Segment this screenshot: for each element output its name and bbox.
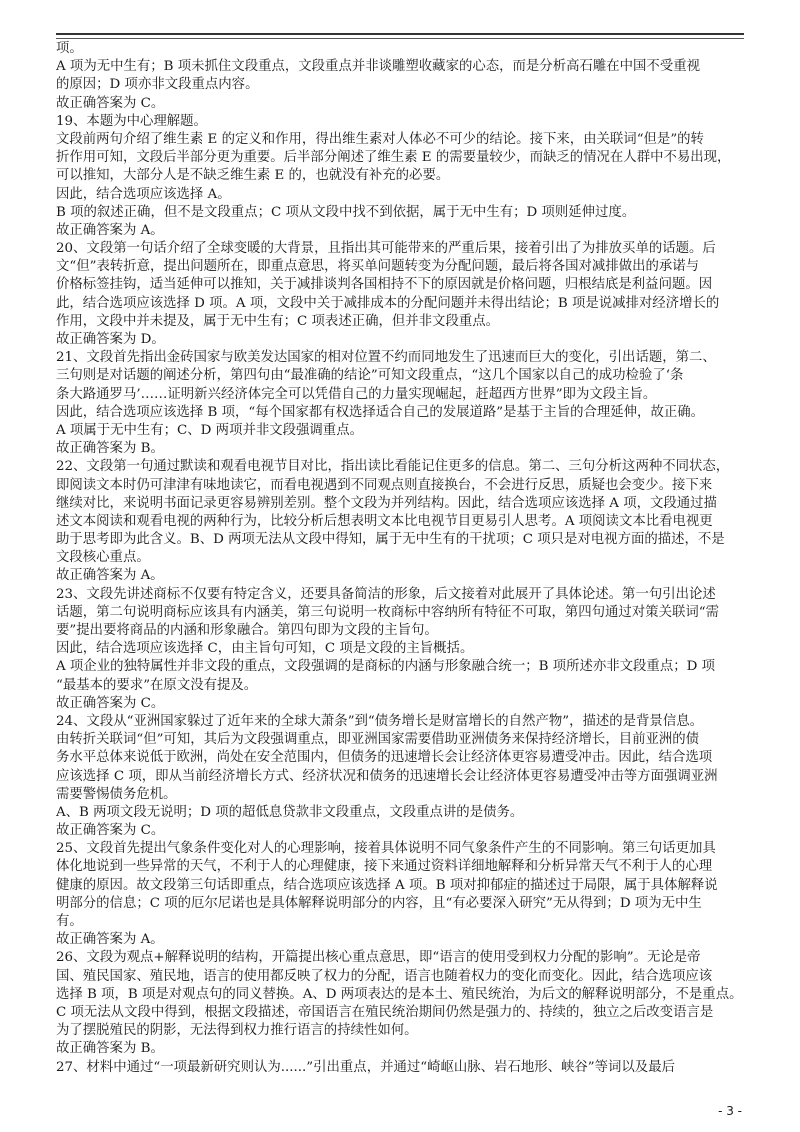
text-line: 20、文段第一句话介绍了全球变暖的大背景，且指出其可能带来的严重后果，接着引出了为排放买单的话题。后: [56, 241, 716, 257]
text-line: 为了摆脱殖民的阴影，无法得到权力推行语言的持续性如何。: [56, 1023, 418, 1039]
text-line: 即阅读文本时仍可津津有味地读它，而看电视遇到不同观点则直接换台，不会进行反思，质疑也会变少。接下来: [56, 477, 713, 493]
text-line: 由转折关联词“但”可知，其后为文段强调重点，即亚洲国家需要借助亚洲债务来保持经济增长，目前亚洲的债: [56, 732, 700, 748]
text-line: 25、文段首先提出气象条件变化对人的心理影响，接着具体说明不同气象条件产生的不同影响。第三句话更加具: [56, 841, 716, 857]
text-line: 务水平总体来说低于欧洲，尚处在安全范围内，但债务的迅速增长会让经济体更容易遭受冲击。因此，结合选项: [56, 750, 713, 766]
text-line: 国、殖民国家、殖民地，语言的使用都反映了权力的分配，语言也随着权力的变化而变化。因此，结合选项应该: [56, 968, 713, 984]
text-line: 因此，结合选项应该选择 B 项，“每个国家都有权选择适合自己的发展道路”是基于主旨的合理延伸，故正确。: [56, 404, 705, 420]
text-line: 故正确答案为 A。: [56, 932, 164, 948]
text-line: A、B 两项文段无说明；D 项的超低息贷款非文段重点，文段重点讲的是债务。: [56, 804, 524, 820]
text-line: 故正确答案为 A。: [56, 568, 164, 584]
text-line: 故正确答案为 B。: [56, 441, 164, 457]
text-line: 有。: [56, 914, 83, 929]
text-line: 明部分的信息；C 项的厄尔尼诺也是具体解释说明部分的内容，且“有必要深入研究”无从得到；D 项为无中生: [56, 895, 702, 911]
header-rule-thin: [56, 38, 744, 39]
text-line: 文“但”表转折意，提出问题所在，即重点意思，将买单问题转变为分配问题，最后将各国对减排做出的承诺与: [56, 259, 700, 275]
text-line: 可以推知，大部分人是不缺乏维生素 E 的，也就没有补充的必要。: [56, 168, 450, 184]
header-rule: [56, 33, 744, 35]
document-body: [56, 40, 746, 1077]
text-line: 文段核心重点。: [56, 550, 150, 566]
text-line: 话题，第二句说明商标应该具有内涵美，第三句说明一枚商标中容纳所有特征不可取，第四句通过对策关联词“需: [56, 604, 719, 620]
text-line: 故正确答案为 A。: [56, 222, 164, 238]
text-line: 19、本题为中心理解题。: [56, 113, 207, 129]
text-line: 选择 B 项，B 项是对观点句的同义替换。A、D 两项表达的是本土、殖民统治，为后文的解释说明部分，不是重点。: [56, 986, 743, 1002]
text-line: 助于思考即为此含义。B、D 两项无法从文段中得知，属于无中生有的干扰项；C 项只是对电视方面的描述，不是: [56, 532, 725, 548]
text-line: 22、文段第一句通过默读和观看电视节目对比，指出读比看能记住更多的信息。第二、三句分析这两种不同状态，: [56, 459, 730, 475]
text-line: 因此，结合选项应该选择 A。: [56, 186, 231, 202]
text-line: 24、文段从“亚洲国家躲过了近年来的全球大萧条”到“债务增长是财富增长的自然产物”，描述的是背景信息。: [56, 713, 703, 729]
text-line: “最基本的要求”在原文没有提及。: [56, 677, 258, 693]
text-line: 作用，文段中并未提及，属于无中生有；C 项表述正确，但并非文段重点。: [56, 313, 499, 329]
text-line: 文段前两句介绍了维生素 E 的定义和作用，得出维生素对人体必不可少的结论。接下来，由关联词“但是”的转: [56, 131, 704, 147]
text-line: 需要警惕债务危机。: [56, 786, 177, 802]
text-line: 因此，结合选项应该选择 C，由主旨句可知，C 项是文段的主旨概括。: [56, 641, 474, 657]
text-line: 的原因；D 项亦非文段重点内容。: [56, 77, 259, 93]
text-line: 故正确答案为 C。: [56, 695, 165, 711]
text-line: 27、材料中通过“一项最新研究则认为......”引出重点，并通过“崎岖山脉、岩石地形、峡谷”等词以及最后: [56, 1059, 675, 1075]
text-line: A 项企业的独特属性并非文段的重点，文段强调的是商标的内涵与形象融合统一；B 项所述亦非文段重点；D 项: [56, 659, 715, 675]
text-line: 21、文段首先指出金砖国家与欧美发达国家的相对位置不约而同地发生了迅速而巨大的变化，引出话题，第二、: [56, 350, 716, 366]
text-line: 26、文段为观点+解释说明的结构，开篇提出核心重点意思，即“语言的使用受到权力分配的影响”。无论是帝: [56, 950, 701, 966]
text-line: C 项无法从文段中得到，根据文段描述，帝国语言在殖民统治期间仍然是强力的、持续的，独立之后改变语言是: [56, 1004, 714, 1020]
page-number: - 3 -: [718, 1104, 742, 1118]
text-line: 价格标签挂钩，适当延伸可以推知，关于减排谈判各国相持不下的原因就是价格问题，归根结底是利益问题。因: [56, 277, 713, 293]
text-line: 故正确答案为 C。: [56, 95, 165, 111]
text-line: 健康的原因。故文段第三句话即重点，结合选项应该选择 A 项。B 项对抑郁症的描述过于局限，属于具体解释说: [56, 877, 718, 893]
text-line: 述文本阅读和观看电视的两种行为，比较分析后想表明文本比电视节目更易引人思考。A 项阅读文本比看电视更: [56, 513, 713, 529]
text-line: 应该选择 C 项，即从当前经济增长方式、经济状况和债务的迅速增长会让经济体更容易遭受冲击等方面强调亚洲: [56, 768, 718, 784]
text-line: A 项为无中生有；B 项未抓住文段重点，文段重点并非谈雕塑收藏家的心态，而是分析高石雕在中国不受重视: [56, 59, 700, 75]
text-line: 体化地说到一些异常的天气，不利于人的心理健康，接下来通过资料详细地解释和分析异常天气不利于人的心理: [56, 859, 713, 875]
text-line: 故正确答案为 C。: [56, 823, 165, 839]
text-line: 要”提出要将商品的内涵和形象融合。第四句即为文段的主旨句。: [56, 623, 438, 638]
text-line: 此，结合选项应该选择 D 项。A 项，文段中关于减排成本的分配问题并未得出结论；B 项是说减排对经济增长的: [56, 295, 720, 311]
text-line: A 项属于无中生有；C、D 两项并非文段强调重点。: [56, 422, 363, 438]
text-line: 故正确答案为 B。: [56, 1041, 164, 1057]
text-line: 故正确答案为 D。: [56, 332, 165, 347]
text-line: 继续对比，来说明书面记录更容易辨别差别。整个文段为并列结构。因此，结合选项应该选择 A 项，文段通过描: [56, 495, 717, 511]
text-line: 三句则是对话题的阐述分析，第四句由“最准确的结论”可知文段重点，“这几个国家以自己的成功检验了‘条: [56, 368, 684, 384]
text-line: 折作用可知，文段后半部分更为重要。后半部分阐述了维生素 E 的需要量较少，而缺乏的情况在人群中不易出现，: [56, 150, 731, 166]
text-line: 23、文段先讲述商标不仅要有特定含义，还要具备简洁的形象，后文接着对此展开了具体论述。第一句引出论述: [56, 586, 716, 602]
text-line: B 项的叙述正确，但不是文段重点；C 项从文段中找不到依据，属于无中生有；D 项则延伸过度。: [56, 204, 636, 220]
text-line: 项。: [56, 41, 83, 56]
text-line: 条大路通罗马’……证明新兴经济体完全可以凭借自己的力量实现崛起，赶超西方世界”即为文段主旨。: [56, 386, 657, 402]
